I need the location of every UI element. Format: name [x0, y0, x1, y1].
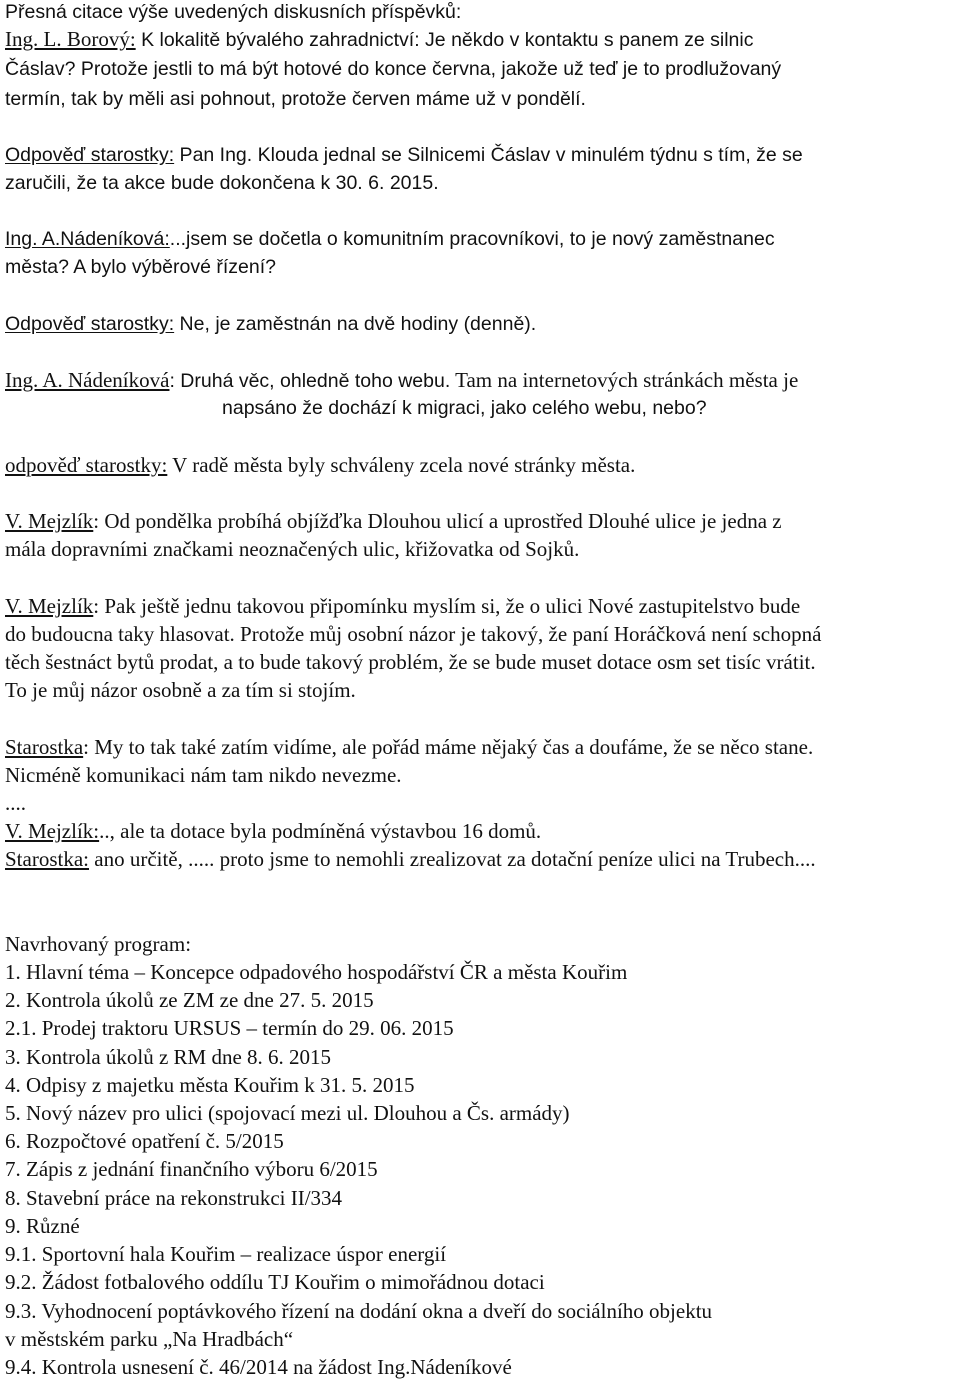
program-item: 9.3. Vyhodnocení poptávkového řízení na dodání okna a dveří do sociálního objektu — [5, 1299, 713, 1323]
mejzlik1-line-1: V. Mejzlík: Od pondělka probíhá objížďka Dlouhou ulicí a uprostřed Dlouhé ulice je jedna z — [5, 509, 782, 533]
speaker-nadenikova-1: Ing. A.Nádeníková: — [5, 228, 170, 250]
reply3-line: odpověď starostky: V radě města byly schváleny zcela nové stránky města. — [5, 453, 636, 477]
starostka2-line: Starostka: ano určitě, ..... proto jsme to nemohli zrealizovat za dotační peníze ulici na Trubech.... — [5, 847, 816, 871]
q3-line-1: Ing. A. Nádeníková: Druhá věc, ohledně toho webu. Tam na internetových stránkách města je — [5, 368, 799, 392]
program-item: 7. Zápis z jednání finančního výboru 6/2015 — [5, 1157, 378, 1181]
q3-line-2: napsáno že dochází k migraci, jako celého webu, nebo? — [222, 397, 707, 419]
program-item: 3. Kontrola úkolů z RM dne 8. 6. 2015 — [5, 1045, 332, 1069]
borovy-line-3: termín, tak by měli asi pohnout, protože červen máme už v pondělí. — [5, 88, 586, 110]
q2-line-2: města? A bylo výběrové řízení? — [5, 256, 276, 278]
speaker-mejzlik-1: V. Mejzlík — [5, 509, 94, 533]
speaker-starostka-2: Starostka: — [5, 847, 89, 871]
q2-line-1: Ing. A.Nádeníková:...jsem se dočetla o komunitním pracovníkovi, to je nový zaměstnanec — [5, 228, 775, 250]
speaker-mejzlik-2: V. Mejzlík — [5, 594, 94, 618]
reply2-line: Odpověď starostky: Ne, je zaměstnán na dvě hodiny (denně). — [5, 313, 537, 335]
program-item: 9.4. Kontrola usnesení č. 46/2014 na žádost Ing.Nádeníkové — [5, 1355, 512, 1379]
program-item: 9.1. Sportovní hala Kouřim – realizace úspor energií — [5, 1242, 447, 1266]
reply3-label: odpověď starostky: — [5, 453, 168, 477]
program-item: 6. Rozpočtové opatření č. 5/2015 — [5, 1129, 284, 1153]
mejzlik2-line-4: To je můj názor osobně a za tím si stojím. — [5, 678, 356, 702]
program-item: v městském parku „Na Hradbách“ — [5, 1327, 294, 1351]
program-item: 2.1. Prodej traktoru URSUS – termín do 29. 06. 2015 — [5, 1016, 454, 1040]
borovy-line-2: Čáslav? Protože jestli to má být hotové do konce června, jakože už teď je to prodlužovaný — [5, 58, 782, 80]
mejzlik1-line-2: mála dopravními značkami neoznačených ulic, křižovatka od Sojků. — [5, 537, 580, 561]
reply1-label: Odpověď starostky: — [5, 144, 175, 166]
speaker-mejzlik-3: V. Mejzlík: — [5, 819, 100, 843]
mejzlik2-line-3: těch šestnáct bytů prodat, a to bude takový problém, že se bude muset dotace osm set tisíc vrátit. — [5, 650, 816, 674]
speaker-starostka-1: Starostka — [5, 735, 84, 759]
speaker-nadenikova-2: Ing. A. Nádeníková — [5, 368, 170, 392]
program-item: 8. Stavební práce na rekonstrukci II/334 — [5, 1186, 343, 1210]
reply1-line-1: Odpověď starostky: Pan Ing. Klouda jednal se Silnicemi Čáslav v minulém týdnu s tím, že se — [5, 144, 803, 166]
mejzlik2-line-1: V. Mejzlík: Pak ještě jednu takovou připomínku myslím si, že o ulici Nové zastupitelstvo bude — [5, 594, 801, 618]
mejzlik2-line-2: do budoucna taky hlasovat. Protože můj osobní názor je takový, že paní Horáčková není schopná — [5, 622, 822, 646]
program-item: 4. Odpisy z majetku města Kouřim k 31. 5. 2015 — [5, 1073, 415, 1097]
ellipsis-line: .... — [5, 791, 26, 815]
mejzlik3-line: V. Mejzlík:.., ale ta dotace byla podmíněná výstavbou 16 domů. — [5, 819, 542, 843]
reply1-line-2: zaručili, že ta akce bude dokončena k 30. 6. 2015. — [5, 172, 439, 194]
program-item: 2. Kontrola úkolů ze ZM ze dne 27. 5. 2015 — [5, 988, 374, 1012]
program-item: 9. Různé — [5, 1214, 80, 1238]
program-item: 1. Hlavní téma – Koncepce odpadového hospodářství ČR a města Kouřim — [5, 960, 628, 984]
reply2-label: Odpověď starostky: — [5, 313, 175, 335]
starostka1-line-1: Starostka: My to tak také zatím vidíme, ale pořád máme nějaký čas a doufáme, že se něco stane. — [5, 735, 814, 759]
program-heading: Navrhovaný program: — [5, 932, 192, 956]
program-item: 5. Nový název pro ulici (spojovací mezi ul. Dlouhou a Čs. armády) — [5, 1101, 570, 1125]
intro-heading: Přesná citace výše uvedených diskusních příspěvků: — [5, 1, 462, 23]
program-item: 9.2. Žádost fotbalového oddílu TJ Kouřim o mimořádnou dotaci — [5, 1270, 545, 1294]
borovy-line-1: Ing. L. Borový: K lokalitě bývalého zahradnictví: Je někdo v kontaktu s panem ze silnic — [5, 27, 754, 51]
starostka1-line-2: Nicméně komunikaci nám tam nikdo nevezme. — [5, 763, 402, 787]
speaker-borovy: Ing. L. Borový: — [5, 27, 136, 51]
